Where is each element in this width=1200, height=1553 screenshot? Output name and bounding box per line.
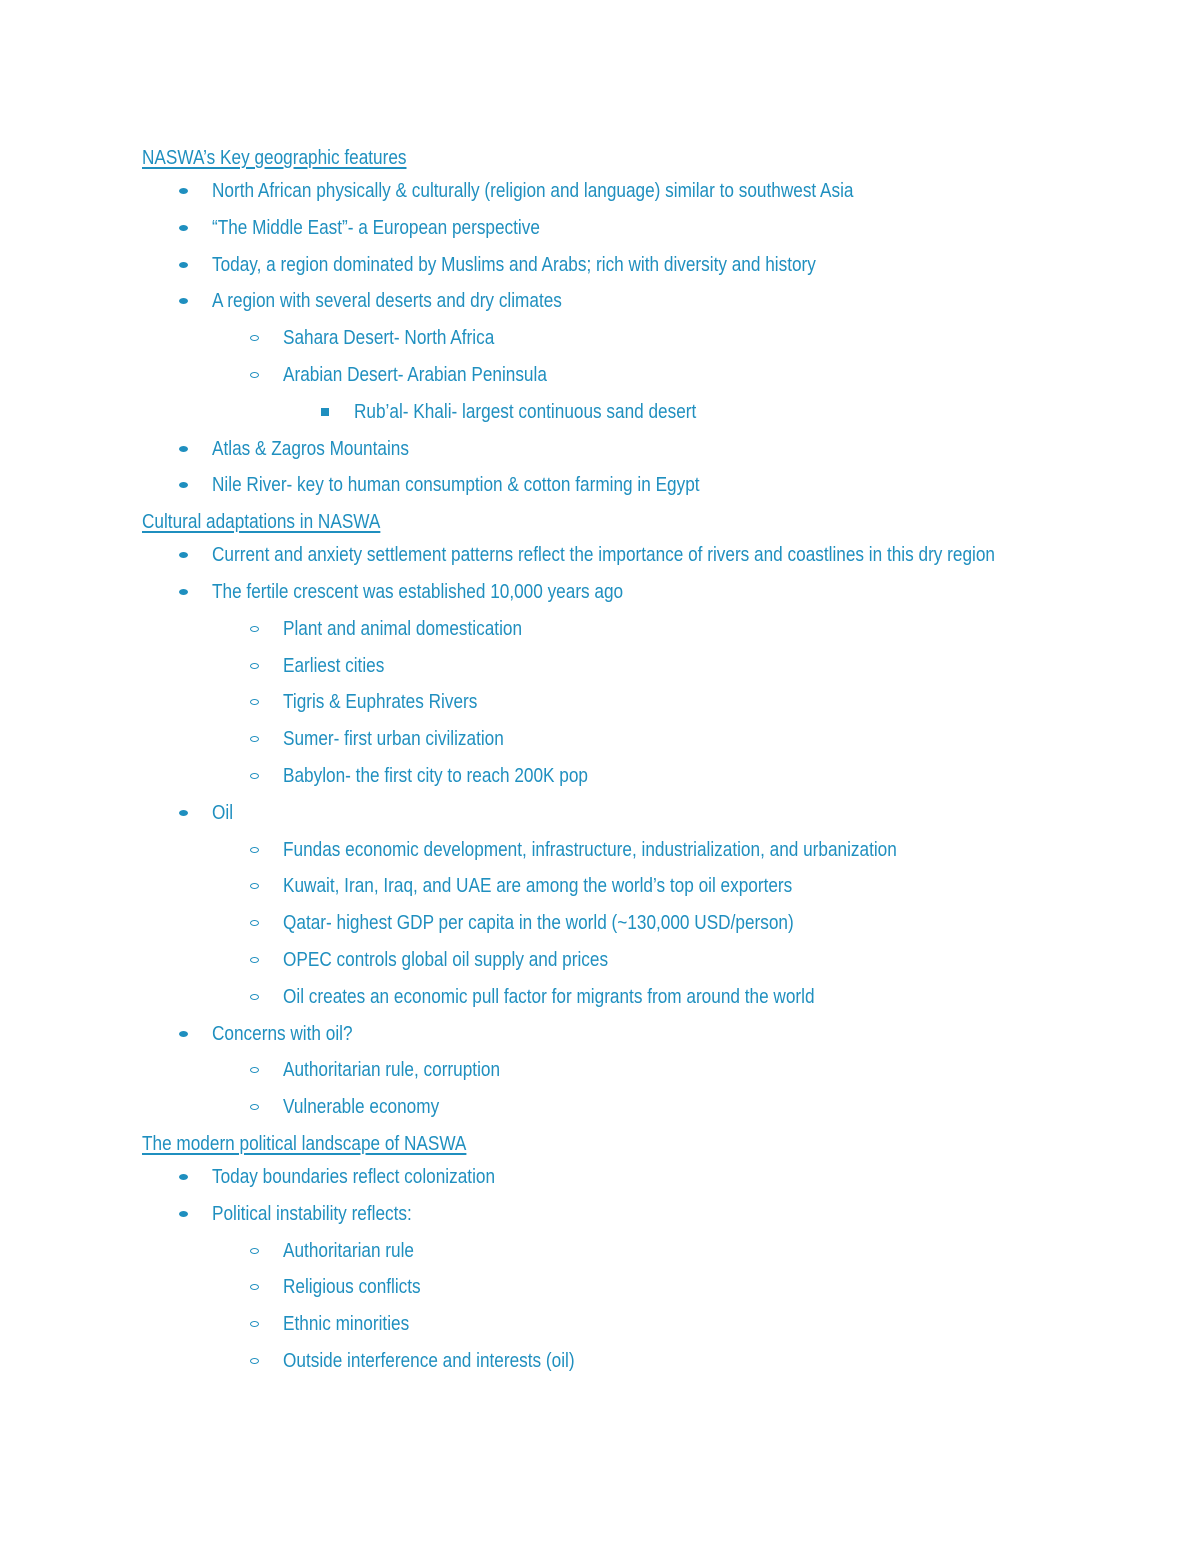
bullet-circle-icon (247, 724, 261, 754)
section-heading: Cultural adaptations in NASWA (142, 511, 381, 534)
list-item-text: OPEC controls global oil supply and prices (283, 948, 609, 971)
list-item (142, 871, 1142, 908)
list-item-text: Oil creates an economic pull factor for migrants from around the world (283, 985, 815, 1008)
bullet-dot-icon (176, 176, 190, 206)
list-item (142, 798, 1142, 835)
bullet-circle-icon (247, 1346, 261, 1376)
list-item (142, 1092, 1142, 1129)
bullet-square-icon (318, 397, 332, 427)
bullet-circle-icon (247, 1236, 261, 1266)
list-item-text: North African physically & culturally (religion and language) similar to southwest Asia (212, 180, 854, 202)
list-item (142, 687, 1142, 724)
bullet-circle-icon (247, 614, 261, 644)
bullet-dot-icon (176, 286, 190, 316)
list-item (142, 1019, 1142, 1056)
list-item (142, 470, 1142, 507)
list-item (142, 945, 1142, 982)
bullet-circle-icon (247, 1092, 261, 1122)
list-item (142, 908, 1142, 945)
list-item-text: Arabian Desert- Arabian Peninsula (283, 363, 547, 386)
list-item (142, 651, 1142, 688)
bullet-circle-icon (247, 360, 261, 390)
bullet-circle-icon (247, 982, 261, 1012)
list-item-text: Atlas & Zagros Mountains (212, 437, 409, 460)
list-item-text: Today boundaries reflect colonization (212, 1165, 496, 1188)
list-item-text: Authoritarian rule (283, 1239, 414, 1262)
list-item-text: Tigris & Euphrates Rivers (283, 691, 478, 714)
list-item-text: Fundas economic development, infrastructure, industrialization, and urbanization (283, 838, 897, 861)
list-item-text: Religious conflicts (283, 1276, 421, 1299)
bullet-dot-icon (176, 798, 190, 828)
list-item-text: Vulnerable economy (283, 1096, 440, 1119)
list-item-text: “The Middle East”- a European perspective (212, 216, 540, 239)
list-item-text: Political instability reflects: (212, 1202, 412, 1225)
bullet-circle-icon (247, 761, 261, 791)
list-item (142, 434, 1142, 471)
list-item-text: Sahara Desert- North Africa (283, 327, 495, 350)
list-item-text: Rub’al- Khali- largest continuous sand desert (354, 400, 697, 423)
bullet-dot-icon (176, 434, 190, 464)
bullet-circle-icon (247, 945, 261, 975)
list-item-text: Concerns with oil? (212, 1022, 353, 1045)
list-item (142, 1309, 1142, 1346)
list-item (142, 1055, 1142, 1092)
bullet-dot-icon (176, 577, 190, 607)
bullet-dot-icon (176, 1199, 190, 1229)
list-item-text: A region with several deserts and dry climates (212, 290, 562, 313)
list-item-text: Earliest cities (283, 654, 385, 677)
bullet-dot-icon (176, 213, 190, 243)
bullet-dot-icon (176, 250, 190, 280)
bullet-circle-icon (247, 651, 261, 681)
list-item (142, 1272, 1142, 1309)
bullet-circle-icon (247, 1309, 261, 1339)
list-item (142, 577, 1142, 614)
bullet-dot-icon (176, 470, 190, 500)
list-item (142, 1162, 1142, 1199)
list-item (142, 360, 1142, 397)
bullet-circle-icon (247, 871, 261, 901)
list-item (142, 724, 1142, 761)
list-item (142, 761, 1142, 798)
document-body (142, 143, 1142, 1383)
list-item-text: Nile River- key to human consumption & cotton farming in Egypt (212, 474, 700, 497)
list-item (142, 1199, 1142, 1236)
list-item (142, 982, 1142, 1019)
list-item-text: The fertile crescent was established 10,000 years ago (212, 580, 624, 603)
bullet-circle-icon (247, 1055, 261, 1085)
list-item (142, 250, 1142, 287)
list-item (142, 835, 1142, 872)
list-item-text: Oil (212, 801, 234, 824)
bullet-circle-icon (247, 323, 261, 353)
bullet-circle-icon (247, 908, 261, 938)
bullet-dot-icon (176, 1162, 190, 1192)
bullet-circle-icon (247, 687, 261, 717)
list-item-text: Authoritarian rule, corruption (283, 1059, 501, 1082)
bullet-dot-icon (176, 1019, 190, 1049)
list-item (142, 1346, 1142, 1383)
list-item (142, 323, 1142, 360)
list-item-text: Qatar- highest GDP per capita in the world (~130,000 USD/person) (283, 912, 794, 935)
list-item (142, 286, 1142, 323)
list-item (142, 397, 1142, 434)
bullet-dot-icon (176, 540, 190, 570)
section-heading: The modern political landscape of NASWA (142, 1132, 467, 1155)
list-item (142, 540, 1142, 577)
list-item-text: Sumer- first urban civilization (283, 728, 504, 751)
list-item-text: Outside interference and interests (oil) (283, 1349, 575, 1372)
list-item-text: Kuwait, Iran, Iraq, and UAE are among the world’s top oil exporters (283, 875, 793, 898)
list-item (142, 213, 1142, 250)
list-item-text: Current and anxiety settlement patterns reflect the importance of rivers and coastlines in this dry region (212, 544, 995, 567)
list-item-text: Plant and animal domestication (283, 617, 523, 640)
list-item-text: Ethnic minorities (283, 1313, 410, 1336)
list-item (142, 1236, 1142, 1273)
list-item-text: Today, a region dominated by Muslims and Arabs; rich with diversity and history (212, 253, 816, 276)
list-item (142, 176, 1142, 213)
list-item-text: Babylon- the first city to reach 200K pop (283, 764, 588, 787)
bullet-circle-icon (247, 1272, 261, 1302)
list-item (142, 614, 1142, 651)
bullet-circle-icon (247, 835, 261, 865)
section-heading: NASWA’s Key geographic features (142, 147, 407, 169)
